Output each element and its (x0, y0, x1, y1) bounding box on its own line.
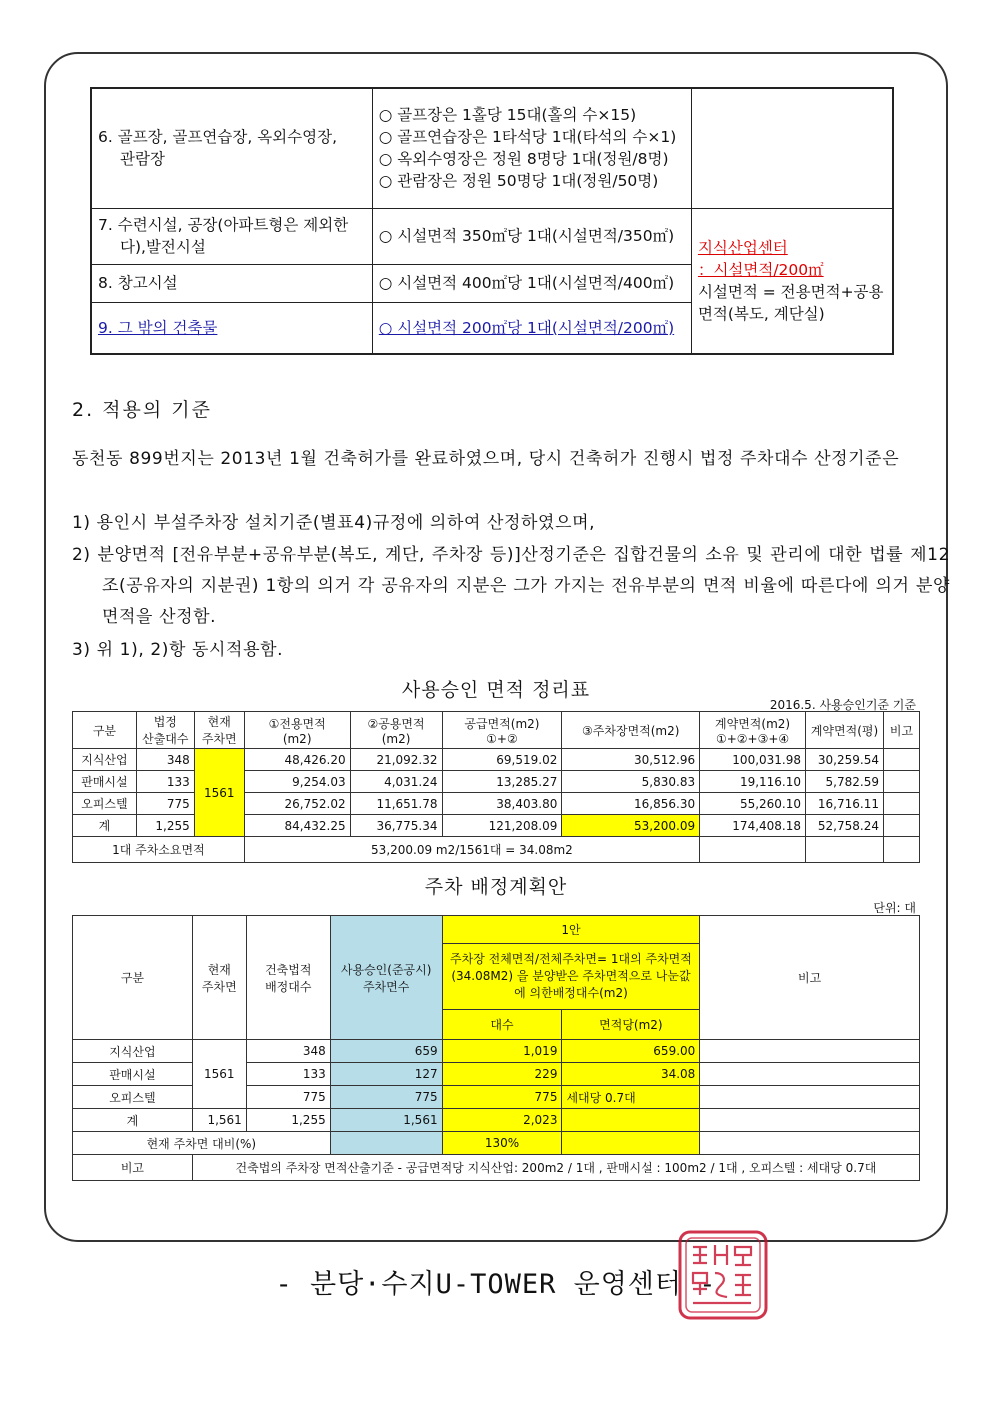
red-seal-stamp-icon (677, 1229, 769, 1321)
criteria-name: 9. 그 밖의 건축물 (98, 318, 218, 337)
table-row (73, 1040, 920, 1063)
cell: 38,403.80 (442, 793, 562, 815)
column-header: 계약면적(평) (806, 712, 884, 749)
cell: 5,830.83 (562, 771, 700, 793)
criteria-rule: ○ 시설면적 400㎡당 1대(시설면적/400㎡) (372, 264, 691, 302)
table-footer-row (73, 837, 920, 863)
cell: 775 (246, 1086, 330, 1109)
plan-table-unit: 단위: 대 (873, 901, 916, 915)
ratio-label: 현재 주차면 대비(%) (73, 1132, 331, 1155)
footer-signature: - 분당·수지U-TOWER 운영센터 - (275, 1269, 717, 1300)
cell: 36,775.34 (350, 815, 442, 837)
row-label: 오피스텔 (73, 793, 137, 815)
parking-criteria-table (90, 87, 894, 355)
cell (883, 771, 919, 793)
note-definition: 시설면적 = 전용면적+공용면적(복도, 계단실) (697, 282, 884, 323)
cell: 348 (246, 1040, 330, 1063)
note-label: 비고 (73, 1155, 193, 1181)
column-header: 구분 (73, 712, 137, 749)
cell (883, 815, 919, 837)
cell: 11,651.78 (350, 793, 442, 815)
cell: 21,092.32 (350, 749, 442, 771)
paragraph-intro: 동천동 899번지는 2013년 1월 건축허가를 완료하였으며, 당시 건축허가 진행시 법정 주차대수 산정기준은 (72, 449, 900, 469)
cell: 659 (330, 1040, 442, 1063)
criteria-name: 6. 골프장, 골프연습장, 옥외수영장, 관람장 (98, 128, 338, 169)
cell: 127 (330, 1063, 442, 1086)
column-header: 사용승인(준공시) 주차면수 (330, 916, 442, 1040)
cell: 1,561 (330, 1109, 442, 1132)
column-header: 계약면적(m2) ①+②+③+④ (700, 712, 806, 749)
cell: 48,426.20 (244, 749, 350, 771)
note-text: 건축법의 주차장 면적산출기준 - 공급면적당 지식산업: 200m2 / 1대 , 판매시설 : 100m2 / 1대 , 오피스텔 : 세대당 0.7대 (192, 1155, 919, 1181)
cell: 30,512.96 (562, 749, 700, 771)
criteria-rule: ○ 골프연습장은 1타석당 1대(타석의 수×1) (378, 128, 677, 147)
criteria-rule: ○ 옥외수영장은 정원 8명당 1대(정원/8명) (378, 150, 669, 169)
table-header (73, 916, 920, 944)
footer-value: 53,200.09 m2/1561대 = 34.08m2 (244, 837, 699, 863)
cell: 775 (136, 793, 194, 815)
paragraph-item-1: 1) 용인시 부설주차장 설치기준(별표4)규정에 의하여 산정하였으며, (72, 513, 596, 533)
cell: 5,782.59 (806, 771, 884, 793)
cell: 133 (136, 771, 194, 793)
area-table-title: 사용승인 면적 정리표 (401, 679, 591, 701)
cell: 34.08 (562, 1063, 700, 1086)
row-label: 판매시설 (73, 771, 137, 793)
cell: 30,259.54 (806, 749, 884, 771)
criteria-name: 8. 창고시설 (91, 264, 372, 302)
area-summary-table (72, 711, 920, 863)
row-label: 계 (73, 1109, 193, 1132)
column-header: 비고 (700, 916, 920, 1040)
cell: 13,285.27 (442, 771, 562, 793)
cell: 55,260.10 (700, 793, 806, 815)
cell: 4,031.24 (350, 771, 442, 793)
criteria-rule: ○ 골프장은 1홀당 15대(홀의 수×15) (378, 106, 637, 125)
note-formula: ：시설면적/200㎡ (697, 260, 824, 279)
current-parking-cell: 1561 (192, 1040, 246, 1109)
cell: 1,255 (246, 1109, 330, 1132)
column-header: 현재 주차면 (194, 712, 244, 749)
row-label: 판매시설 (73, 1063, 193, 1086)
cell (883, 793, 919, 815)
table-row (73, 749, 920, 771)
cell: 1,019 (442, 1040, 562, 1063)
cell: 69,519.02 (442, 749, 562, 771)
cell: 19,116.10 (700, 771, 806, 793)
table-row-total (73, 1109, 920, 1132)
cell: 659.00 (562, 1040, 700, 1063)
plan-table-title: 주차 배정계획안 (424, 876, 568, 898)
criteria-rule: ○ 시설면적 350㎡당 1대(시설면적/350㎡) (372, 208, 691, 264)
paragraph-item-3: 3) 위 1), 2)항 동시적용함. (72, 640, 284, 660)
criteria-rule: ○ 관람장은 정원 50명당 1대(정원/50명) (378, 172, 659, 191)
ratio-row (73, 1132, 920, 1155)
column-header: 비고 (883, 712, 919, 749)
row-label: 지식산업 (73, 1040, 193, 1063)
section-title: 2. 적용의 기준 (72, 399, 212, 421)
cell: 2,023 (442, 1109, 562, 1132)
column-header: 현재 주차면 (192, 916, 246, 1040)
cell: 775 (442, 1086, 562, 1109)
criteria-note (691, 208, 893, 354)
column-header: 건축법적 배정대수 (246, 916, 330, 1040)
cell: 26,752.02 (244, 793, 350, 815)
note-title: 지식산업센터 (697, 238, 788, 257)
column-header: 공급면적(m2) ①+② (442, 712, 562, 749)
cell: 84,432.25 (244, 815, 350, 837)
table-header (73, 712, 920, 749)
cell: 1,255 (136, 815, 194, 837)
cell: 16,716.11 (806, 793, 884, 815)
cell: 133 (246, 1063, 330, 1086)
criteria-rule: ○ 시설면적 200㎡당 1대(시설면적/200㎡) (378, 318, 675, 337)
column-header: 구분 (73, 916, 193, 1040)
cell: 52,758.24 (806, 815, 884, 837)
column-header: 1안 (442, 916, 700, 944)
column-header: ①전용면적 (m2) (244, 712, 350, 749)
cell: 229 (442, 1063, 562, 1086)
column-header: 대수 (442, 1010, 562, 1040)
cell: 775 (330, 1086, 442, 1109)
row-label: 계 (73, 815, 137, 837)
area-table-basis: 2016.5. 사용승인기준 기준 (769, 698, 916, 712)
criteria-row (91, 208, 893, 264)
cell: 1,561 (192, 1109, 246, 1132)
cell: 174,408.18 (700, 815, 806, 837)
ratio-value: 130% (442, 1132, 562, 1155)
cell: 9,254.03 (244, 771, 350, 793)
parking-plan-table (72, 915, 920, 1181)
cell: 121,208.09 (442, 815, 562, 837)
criteria-row (91, 88, 893, 208)
cell: 16,856.30 (562, 793, 700, 815)
cell: 세대당 0.7대 (562, 1086, 700, 1109)
row-label: 오피스텔 (73, 1086, 193, 1109)
column-header: ③주차장면적(m2) (562, 712, 700, 749)
option-description: 주차장 전체면적/전체주차면= 1대의 주차면적(34.08M2) 을 분양받은 주차면적으로 나눈값에 의한배정대수(m2) (442, 944, 700, 1010)
column-header: 면적당(m2) (562, 1010, 700, 1040)
row-label: 지식산업 (73, 749, 137, 771)
paragraph-item-2: 2) 분양면적 [전유부분+공유부분(복도, 계단, 주차장 등)]산정기준은 집합건물의 소유 및 관리에 대한 법률 제12조(공유자의 지분권) 1항의 의거 각 공유자의 지분은 그가 가지는 전유부분의 면적 비율에 따른다에 의거 분양면적을 산정함. (72, 545, 950, 627)
cell: 100,031.98 (700, 749, 806, 771)
footer-label: 1대 주차소요면적 (73, 837, 245, 863)
cell: 53,200.09 (562, 815, 700, 837)
column-header: 법정 산출대수 (136, 712, 194, 749)
criteria-name: 7. 수련시설, 공장(아파트형은 제외한다),발전시설 (98, 216, 349, 256)
cell: 348 (136, 749, 194, 771)
column-header: ②공용면적 (m2) (350, 712, 442, 749)
cell (883, 749, 919, 771)
note-row (73, 1155, 920, 1181)
current-parking-cell: 1561 (194, 749, 244, 837)
